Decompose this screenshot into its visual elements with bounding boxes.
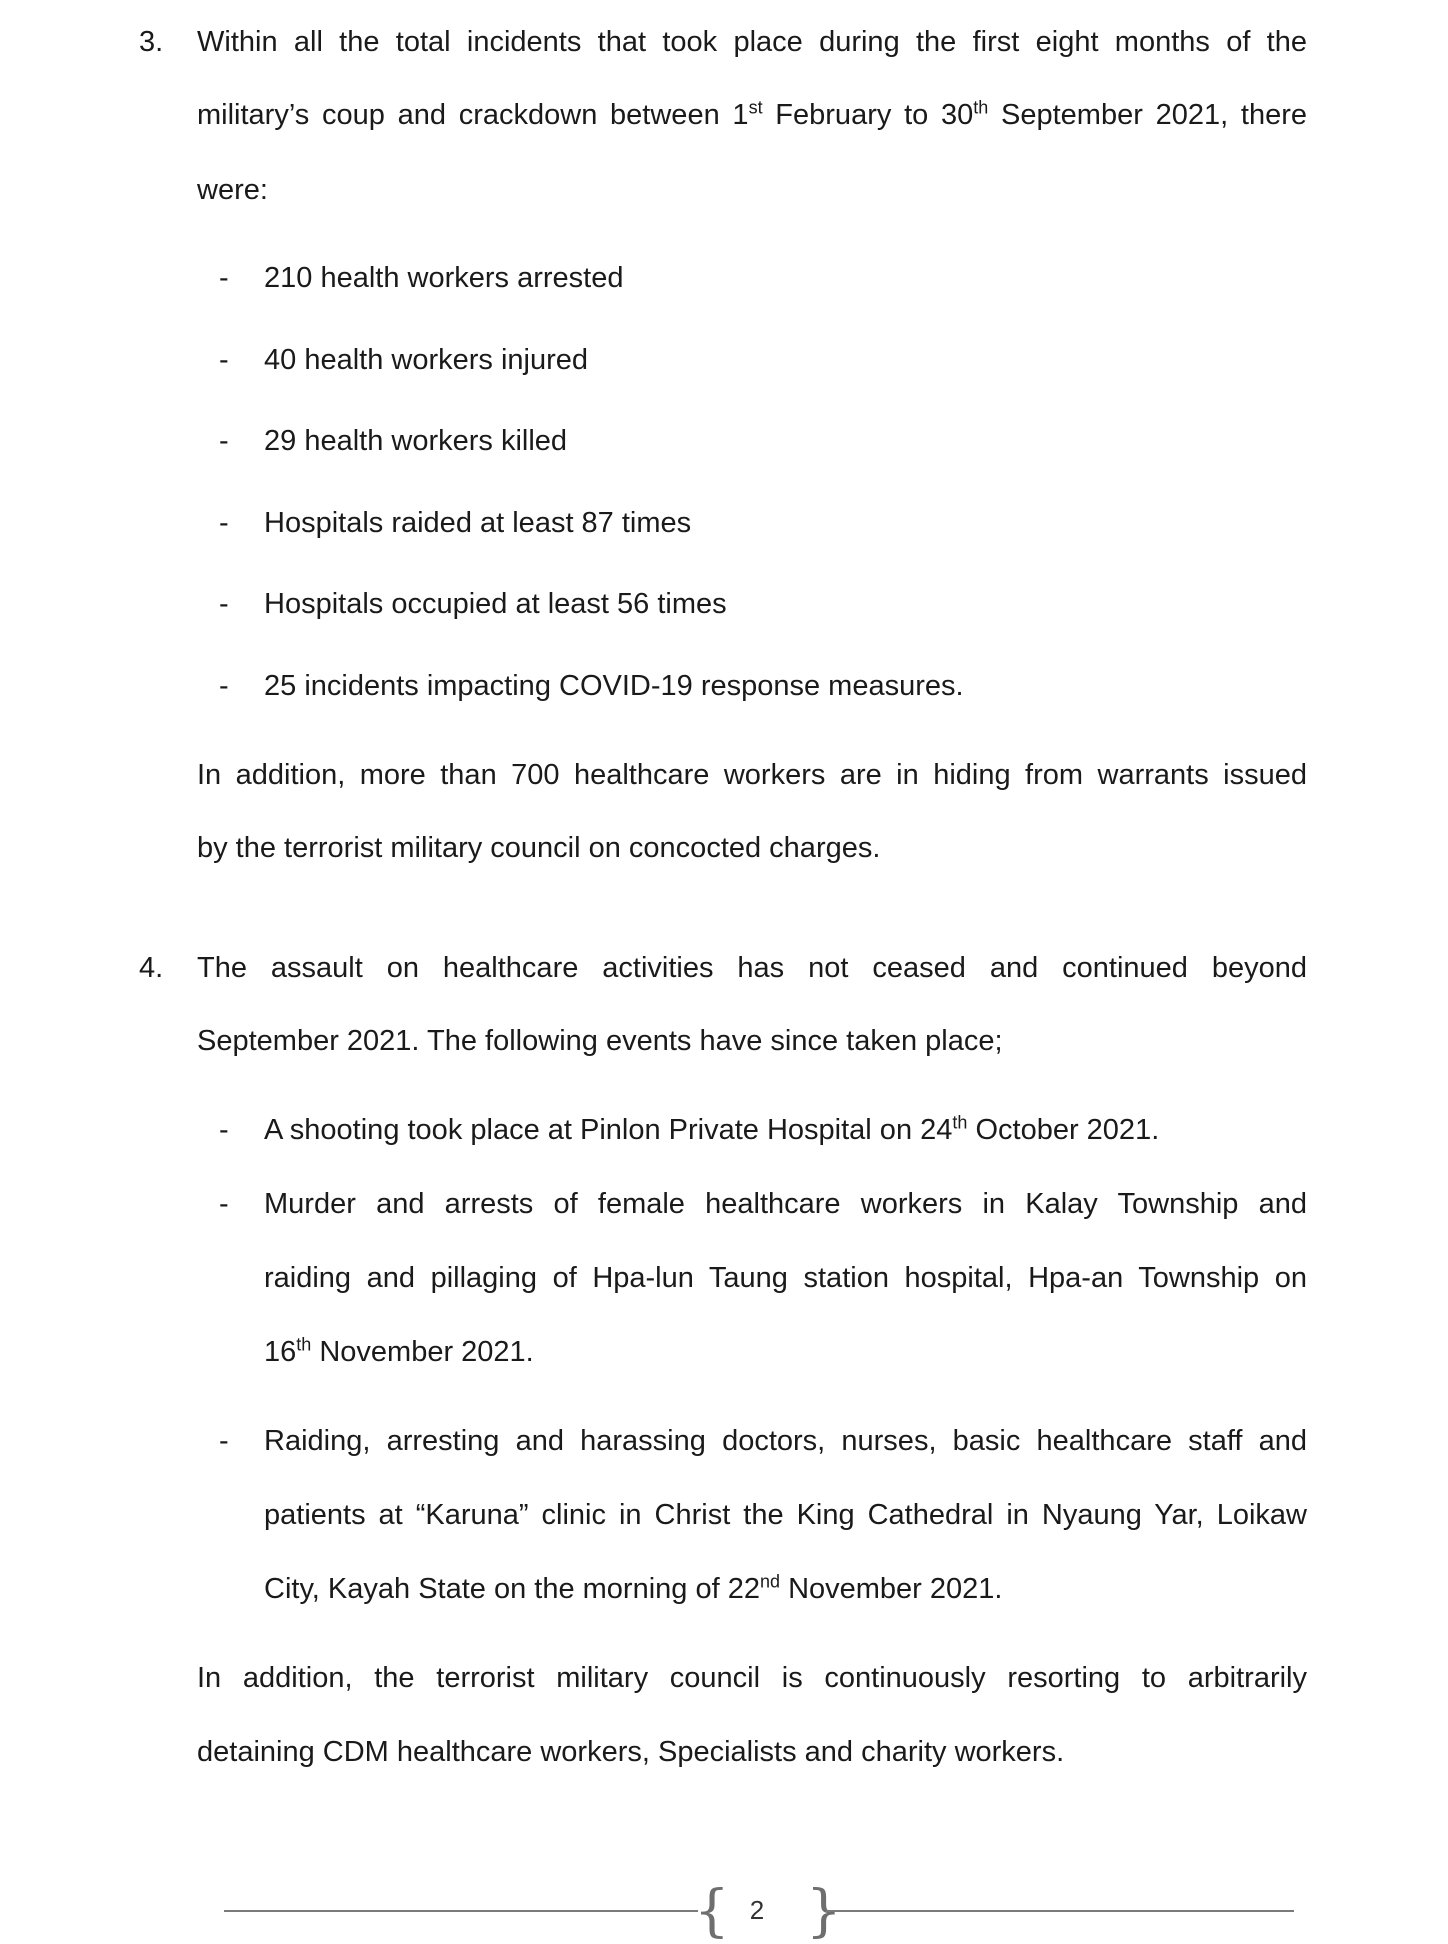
item-number-4: 4.: [139, 952, 164, 984]
item4-bullet-3-line-3-sup: nd: [759, 1571, 781, 1592]
bullet-dash: -: [219, 262, 229, 294]
footer-close-bracket: }: [806, 1879, 842, 1944]
item4-line-1: The assault on healthcare activities has not ceased and continued beyond: [197, 952, 1307, 984]
bullet-dash: -: [219, 425, 229, 457]
list-item: [264, 1110, 1307, 1150]
item4-bullet-3-line-1: Raiding, arresting and harassing doctors, nurses, basic healthcare staff and: [264, 1425, 1307, 1457]
bullet-dash: -: [219, 1425, 229, 1457]
list-item: Hospitals occupied at least 56 times: [264, 588, 727, 620]
item4-addition-line-2: detaining CDM healthcare workers, Specialists and charity workers.: [197, 1736, 1065, 1768]
item3-line-2-c: September 2021, there: [988, 99, 1307, 131]
item4-bullet-2-line-3-a: 16: [264, 1336, 297, 1368]
item4-bullet-2-line-3-sup: th: [296, 1334, 312, 1355]
item3-line-2-sup-1: st: [748, 97, 763, 118]
item4-bullet-3-line-3-a: City, Kayah State on the morning of 22: [264, 1573, 760, 1605]
list-item: 210 health workers arrested: [264, 262, 624, 294]
item3-line-2: [197, 95, 1307, 135]
item4-bullet-1-b: October 2021.: [967, 1114, 1160, 1146]
bullet-dash: -: [219, 1114, 229, 1146]
footer-rule-left: [224, 1910, 698, 1912]
item4-bullet-2-line-1: Murder and arrests of female healthcare workers in Kalay Township and: [264, 1188, 1307, 1220]
bullet-dash: -: [219, 588, 229, 620]
item3-line-2-a: military’s coup and crackdown between 1: [197, 99, 749, 131]
item4-bullet-3-line-3-b: November 2021.: [780, 1573, 1003, 1605]
footer-rule-right: [826, 1910, 1294, 1912]
list-item: Hospitals raided at least 87 times: [264, 507, 692, 539]
item3-line-2-sup-2: th: [973, 97, 989, 118]
item4-bullet-2-line-3-b: November 2021.: [311, 1336, 534, 1368]
item4-bullet-2-line-2: raiding and pillaging of Hpa-lun Taung station hospital, Hpa-an Township on: [264, 1262, 1307, 1294]
item-number-3: 3.: [139, 26, 164, 58]
list-item: 40 health workers injured: [264, 344, 589, 376]
item3-addition-line-1: In addition, more than 700 healthcare workers are in hiding from warrants issued: [197, 759, 1307, 791]
bullet-dash: -: [219, 507, 229, 539]
list-item: 25 incidents impacting COVID-19 response measures.: [264, 670, 964, 702]
item3-line-3: were:: [197, 174, 268, 206]
item3-line-1: Within all the total incidents that took place during the first eight months of the: [197, 26, 1307, 58]
item4-bullet-3-line-2: patients at “Karuna” clinic in Christ the King Cathedral in Nyaung Yar, Loikaw: [264, 1499, 1307, 1531]
item4-bullet-3-line-3: [264, 1569, 1307, 1609]
item4-bullet-1-sup: th: [952, 1112, 968, 1133]
item4-addition-line-1: In addition, the terrorist military council is continuously resorting to arbitrarily: [197, 1662, 1307, 1694]
item4-line-2: September 2021. The following events have since taken place;: [197, 1025, 1003, 1057]
bullet-dash: -: [219, 670, 229, 702]
item4-bullet-2-line-3: [264, 1332, 1307, 1372]
item3-addition-line-2: by the terrorist military council on concocted charges.: [197, 832, 881, 864]
bullet-dash: -: [219, 344, 229, 376]
item3-line-2-b: February to 30: [762, 99, 974, 131]
bullet-dash: -: [219, 1188, 229, 1220]
page-number: 2: [749, 1895, 765, 1925]
item4-bullet-1-a: A shooting took place at Pinlon Private Hospital on 24: [264, 1114, 953, 1146]
list-item: 29 health workers killed: [264, 425, 568, 457]
footer-open-bracket: {: [694, 1879, 730, 1944]
